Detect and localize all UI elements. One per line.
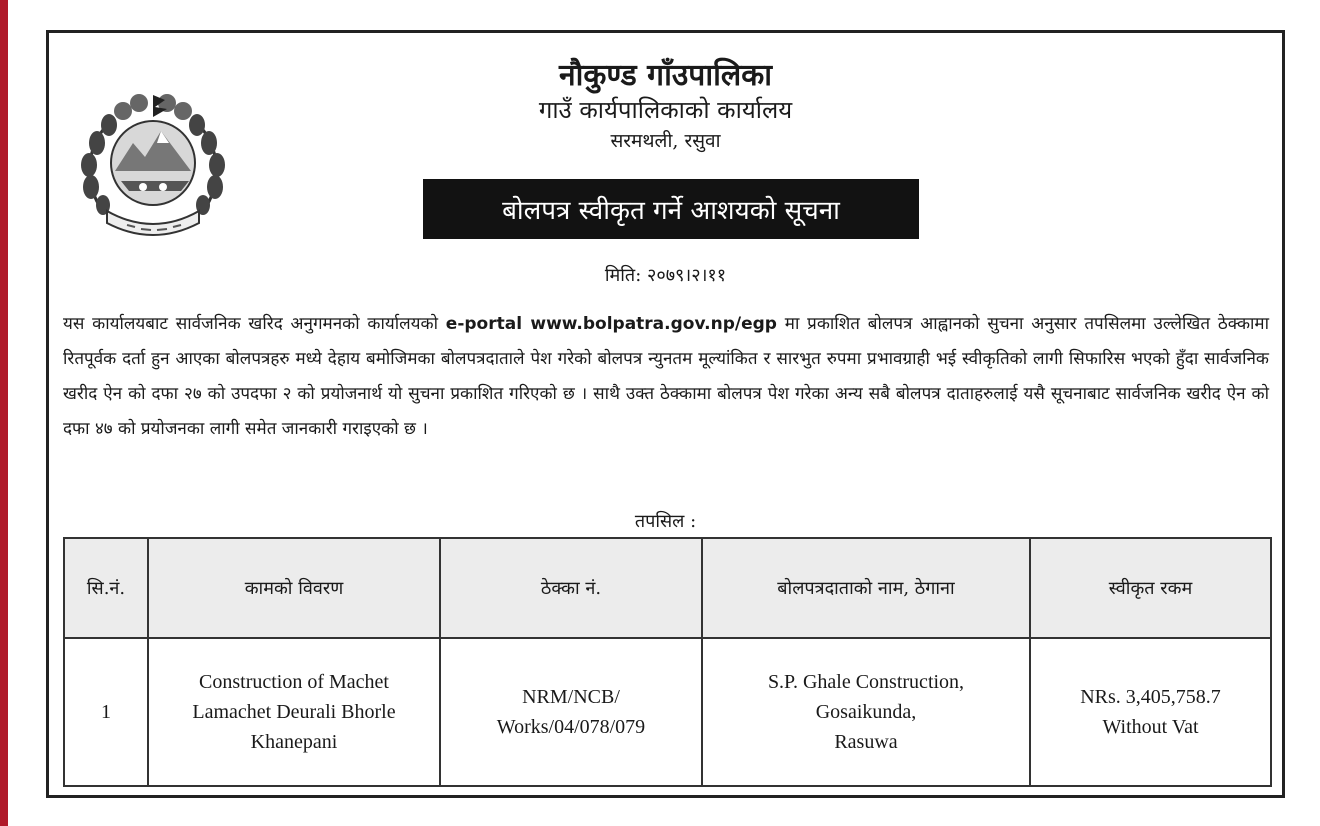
notice-title-banner: बोलपत्र स्वीकृत गर्ने आशयको सूचना [423,179,919,239]
notice-frame [46,30,1285,798]
cell-work-description [148,638,440,786]
left-edge-strip [0,0,8,826]
description-line: Construction of Machet [199,671,389,693]
notice-body-part2: मा प्रकाशित बोलपत्र आह्वानको सुचना अनुसार तपसिलमा उल्लेखित ठेक्कामा रितपूर्वक दर्ता हुन आएका बोलपत्रहरु मध्ये देहाय बमोजिमका बोलपत्रदाताले पेश गरेको बोलपत्र न्युनतम मूल्यांकित र सारभुत रुपमा प्रभावग्राही भई स्वीकृतिको लागी सिफारिस भएको हुँदा सार्वजनिक खरीद ऐन को दफा २७ को उपदफा २ को प्रयोजनार्थ यो सुचना प्रकाशित गरिएको छ । साथै उक्त ठेक्कामा बोलपत्र पेश गरेका अन्य सबै बोलपत्र दाताहरुलाई यसै सूचनाबाट सार्वजनिक खरीद ऐन को दफा ४७ को प्रयोजनका लागी समेत जानकारी गराइएको छ । [63,314,1269,439]
header-bidder: बोलपत्रदाताको नाम, ठेगाना [702,538,1030,638]
notice-date: मिति: २०७९।२।११ [604,265,727,286]
contract-table [63,537,1272,787]
office-address: सरमथली, रसुवा [610,130,721,152]
cell-bidder [702,638,1030,786]
cell-serial: 1 [64,638,148,786]
header-approved-amount: स्वीकृत रकम [1030,538,1271,638]
notice-body [63,307,1269,447]
bidder-line: S.P. Ghale Construction, [767,671,965,693]
schedule-label: तपसिल : [634,511,697,532]
portal-link-text: e-portal www.bolpatra.gov.np/egp [445,314,777,334]
cell-contract-number [440,638,702,786]
municipality-name: नौकुण्ड गाँउपालिका [558,58,773,93]
header-contract-number: ठेक्का नं. [440,538,702,638]
contract-number-line: NRM/NCB/ [522,686,620,708]
amount-line: NRs. 3,405,758.7 [1080,686,1221,708]
bidder-line: Gosaikunda, [815,701,917,723]
description-line: Khanepani [250,731,338,753]
description-line: Lamachet Deurali Bhorle [192,701,396,723]
office-name: गाउँ कार्यपालिकाको कार्यालय [538,96,793,124]
contract-number-line: Works/04/078/079 [496,716,646,738]
header-work-description: कामको विवरण [148,538,440,638]
notice-body-part1: यस कार्यालयबाट सार्वजनिक खरिद अनुगमनको कार्यालयको [63,314,446,334]
table-row [64,638,1271,786]
bidder-line: Rasuwa [834,731,898,753]
header-serial: सि.नं. [64,538,148,638]
cell-approved-amount [1030,638,1271,786]
amount-line: Without Vat [1102,716,1199,738]
table-header-row [64,538,1271,638]
